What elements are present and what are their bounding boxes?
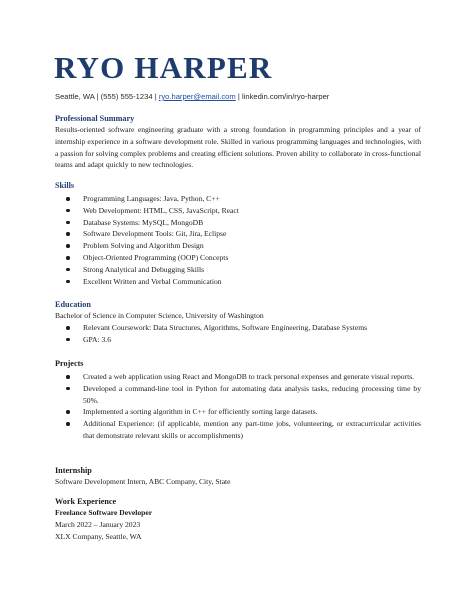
- separator: |: [154, 92, 157, 101]
- skill-item: Programming Languages: Java, Python, C++: [55, 193, 421, 205]
- work-heading: Work Experience: [55, 497, 117, 506]
- skill-item: Software Development Tools: Git, Jira, Eclipse: [55, 228, 421, 240]
- separator: |: [96, 92, 99, 101]
- internship-heading: Internship: [55, 466, 92, 475]
- skills-list: [55, 193, 421, 287]
- project-item: Implemented a sorting algorithm in C++ for efficiently sorting large datasets.: [55, 406, 421, 418]
- phone: (555) 555-1234: [100, 92, 153, 101]
- projects-list: [55, 371, 421, 442]
- skill-item: Web Development: HTML, CSS, JavaScript, React: [55, 205, 421, 217]
- project-item: Developed a command-line tool in Python for automating data analysis tasks, reducing processing time by 50%.: [55, 383, 421, 407]
- skill-item: Excellent Written and Verbal Communication: [55, 276, 421, 288]
- summary-text: Results-oriented software engineering graduate with a strong foundation in programming principles and a year of internship experience in a software development role. Skilled in various programming languages and technologies, with a passion for solving complex problems and creating efficient solutions. Proven ability to collaborate in cross-functional teams and adapt quickly to new technologies.: [55, 125, 421, 170]
- candidate-name: RYO HARPER: [54, 50, 273, 85]
- email-link[interactable]: ryo.harper@email.com: [158, 92, 236, 101]
- project-item: Created a web application using React and MongoDB to track personal expenses and generate visual reports.: [55, 371, 421, 383]
- degree-text: Bachelor of Science in Computer Science, University of Washington: [55, 311, 264, 320]
- summary-heading: Professional Summary: [55, 114, 135, 123]
- projects-heading: Projects: [55, 359, 84, 368]
- education-item: Relevant Coursework: Data Structures, Algorithms, Software Engineering, Database Systems: [55, 322, 421, 334]
- contact-line: [55, 92, 329, 102]
- separator: |: [237, 92, 240, 101]
- linkedin-url: linkedin.com/in/ryo-harper: [241, 92, 330, 101]
- work-role: Freelance Software Developer: [55, 508, 153, 517]
- education-item: GPA: 3.6: [55, 334, 421, 346]
- skill-item: Strong Analytical and Debugging Skills: [55, 264, 421, 276]
- internship-text: Software Development Intern, ABC Company, City, State: [55, 477, 231, 486]
- work-dates: March 2022 – January 2023: [55, 520, 141, 529]
- skill-item: Problem Solving and Algorithm Design: [55, 240, 421, 252]
- project-item: Additional Experience: (if applicable, mention any part-time jobs, volunteering, or extracurricular activities that demonstrate relevant skills or accomplishments): [55, 418, 421, 442]
- skill-item: Database Systems: MySQL, MongoDB: [55, 217, 421, 229]
- education-heading: Education: [55, 300, 91, 309]
- skill-item: Object-Oriented Programming (OOP) Concepts: [55, 252, 421, 264]
- location: Seattle, WA: [55, 92, 95, 101]
- education-list: [55, 322, 421, 346]
- skills-heading: Skills: [55, 181, 75, 190]
- work-company: XLX Company, Seattle, WA: [55, 532, 142, 541]
